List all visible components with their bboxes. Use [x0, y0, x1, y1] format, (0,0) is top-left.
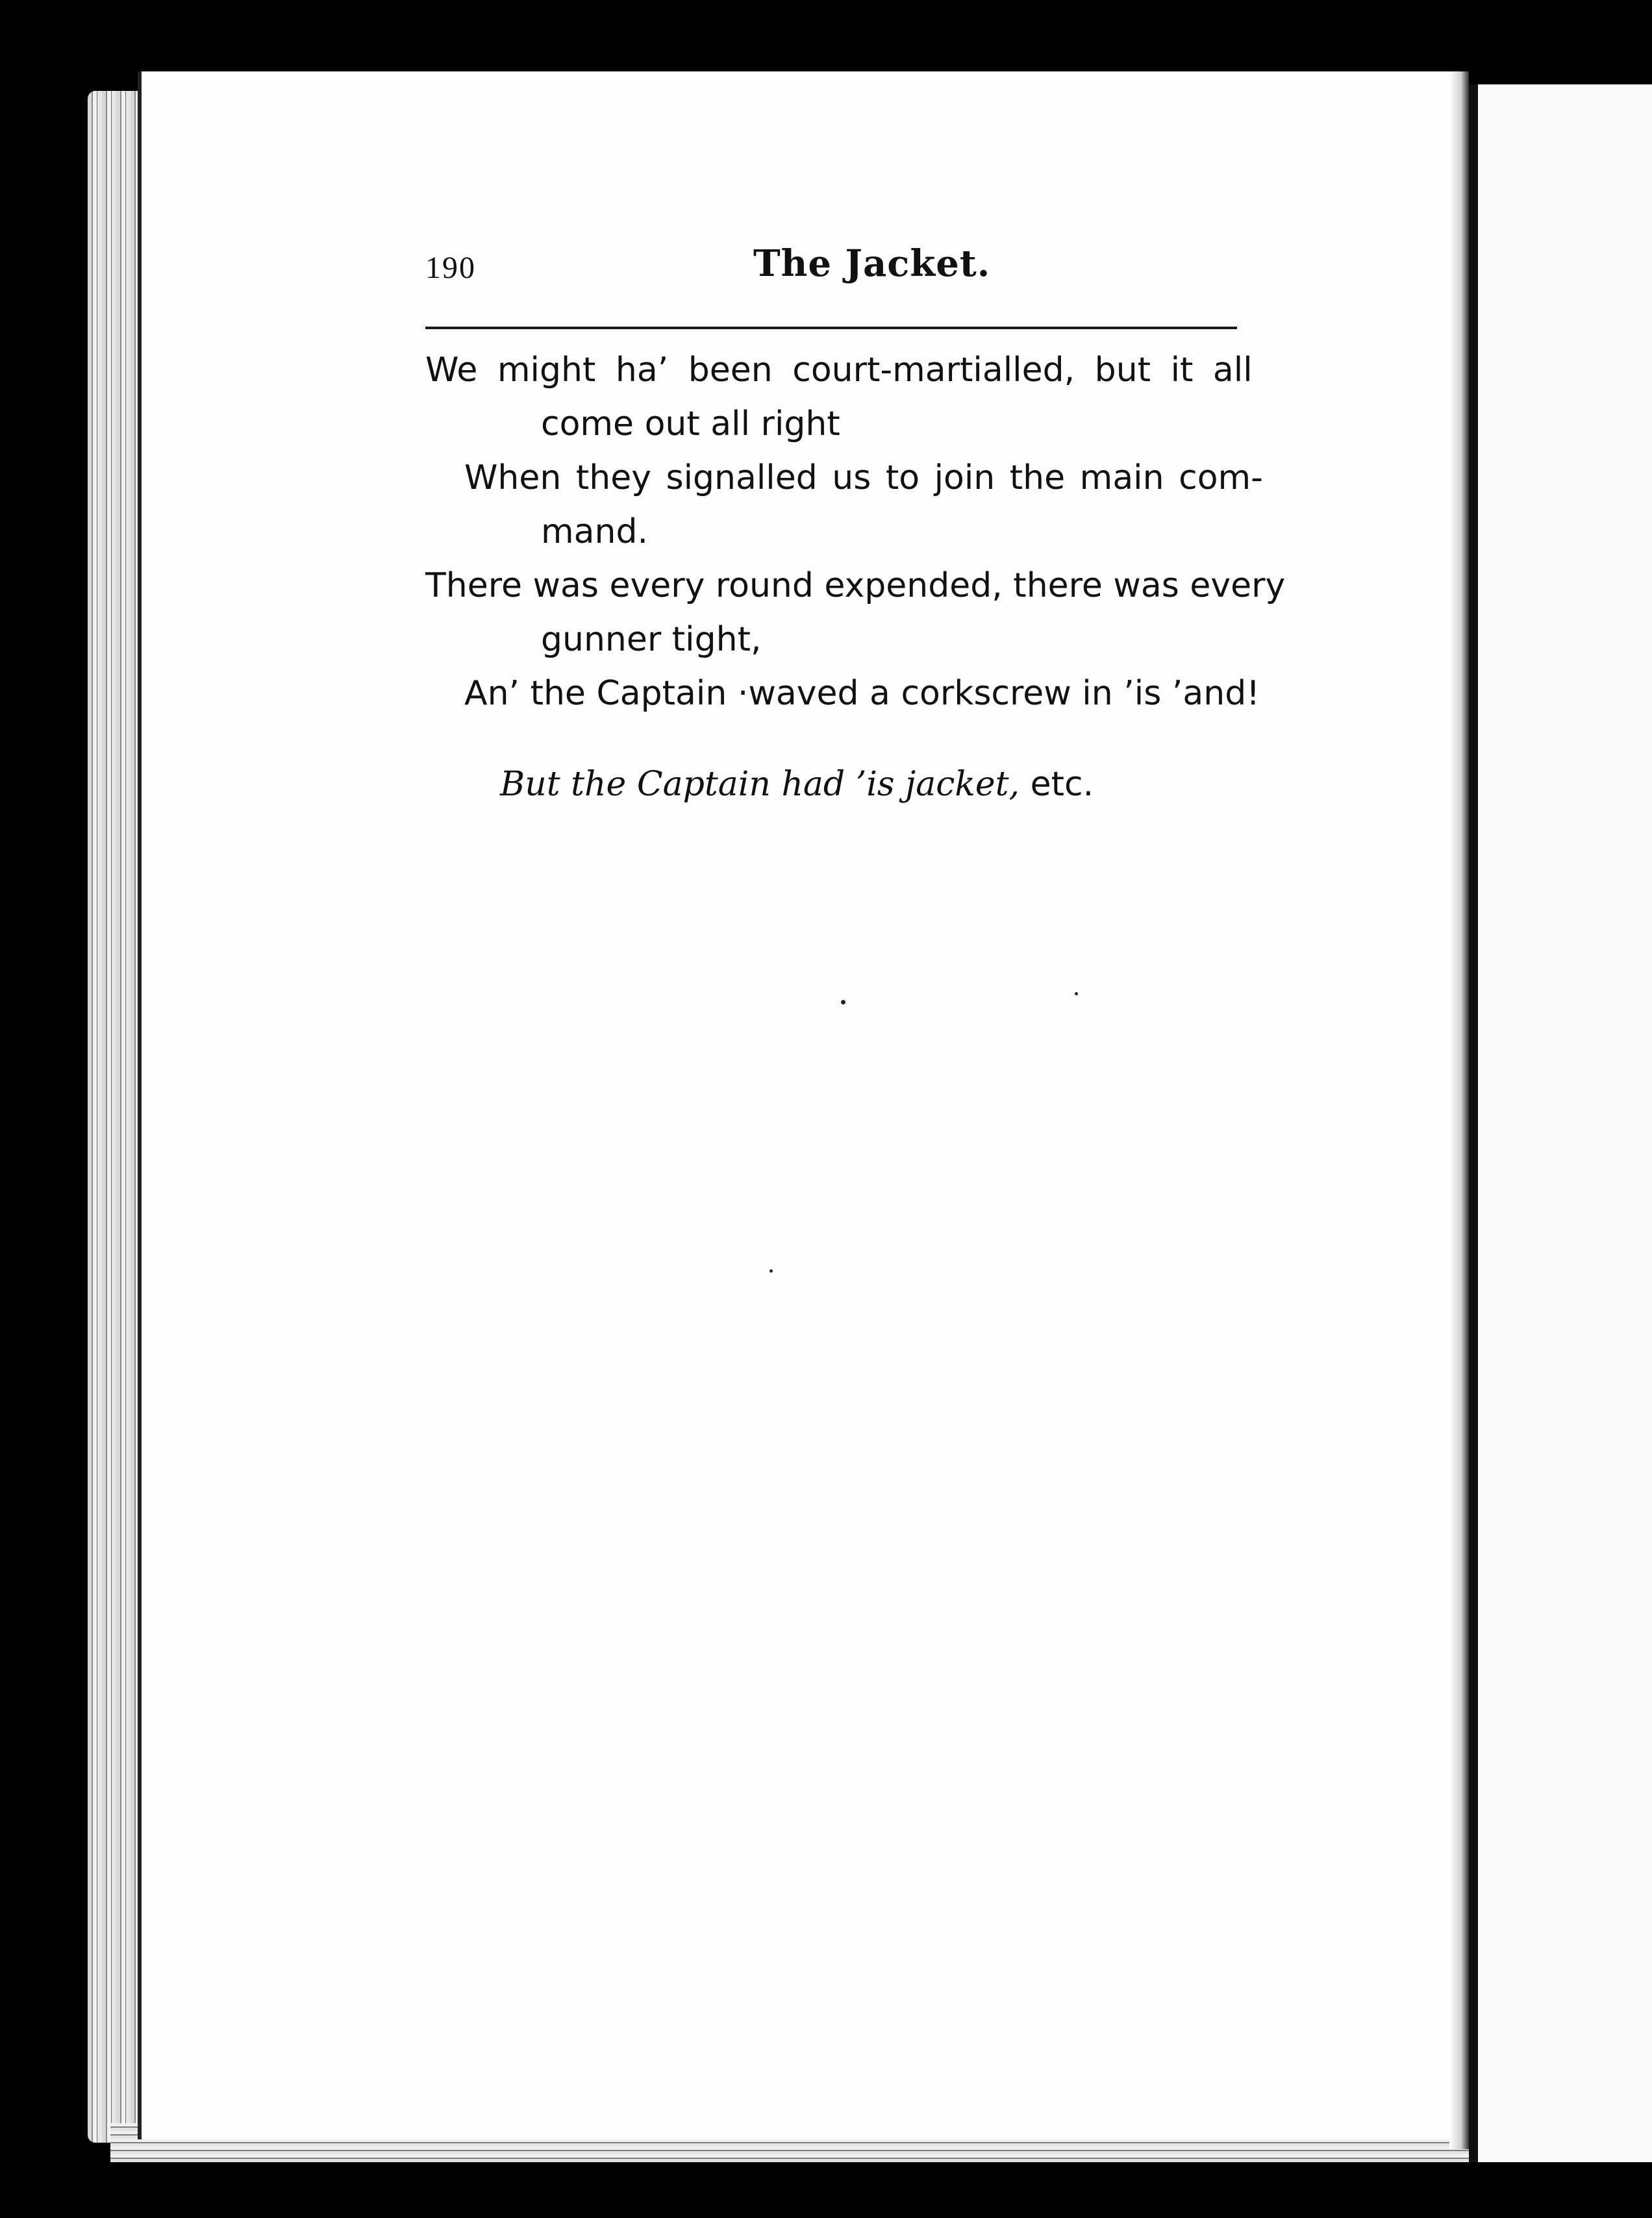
running-title: The Jacket. — [753, 242, 991, 285]
verse-line: An’ the Captain ·waved a corkscrew in ’is ’and! — [464, 674, 1260, 713]
page-header — [425, 242, 1237, 302]
refrain-line — [500, 765, 1094, 804]
paper-speck — [1075, 992, 1078, 995]
refrain-tail: etc. — [1020, 765, 1094, 804]
refrain-italic: But the Captain had ’is jacket, — [500, 765, 1020, 804]
verse-line: come out all right — [541, 405, 840, 443]
paper-speck — [841, 1000, 845, 1004]
verse-line: gunner tight, — [541, 620, 762, 659]
verse-line: mand. — [541, 512, 649, 551]
paper-speck — [770, 1269, 773, 1273]
verse-line: We might ha’ been court-martialled, but it all — [425, 351, 1253, 390]
book-gutter — [1449, 71, 1469, 2149]
verse-line: When they signalled us to join the main com- — [464, 458, 1263, 497]
header-rule — [425, 327, 1237, 329]
facing-page — [1469, 84, 1652, 2162]
verse-line: There was every round expended, there was every — [425, 566, 1286, 605]
page-number: 190 — [425, 251, 476, 285]
